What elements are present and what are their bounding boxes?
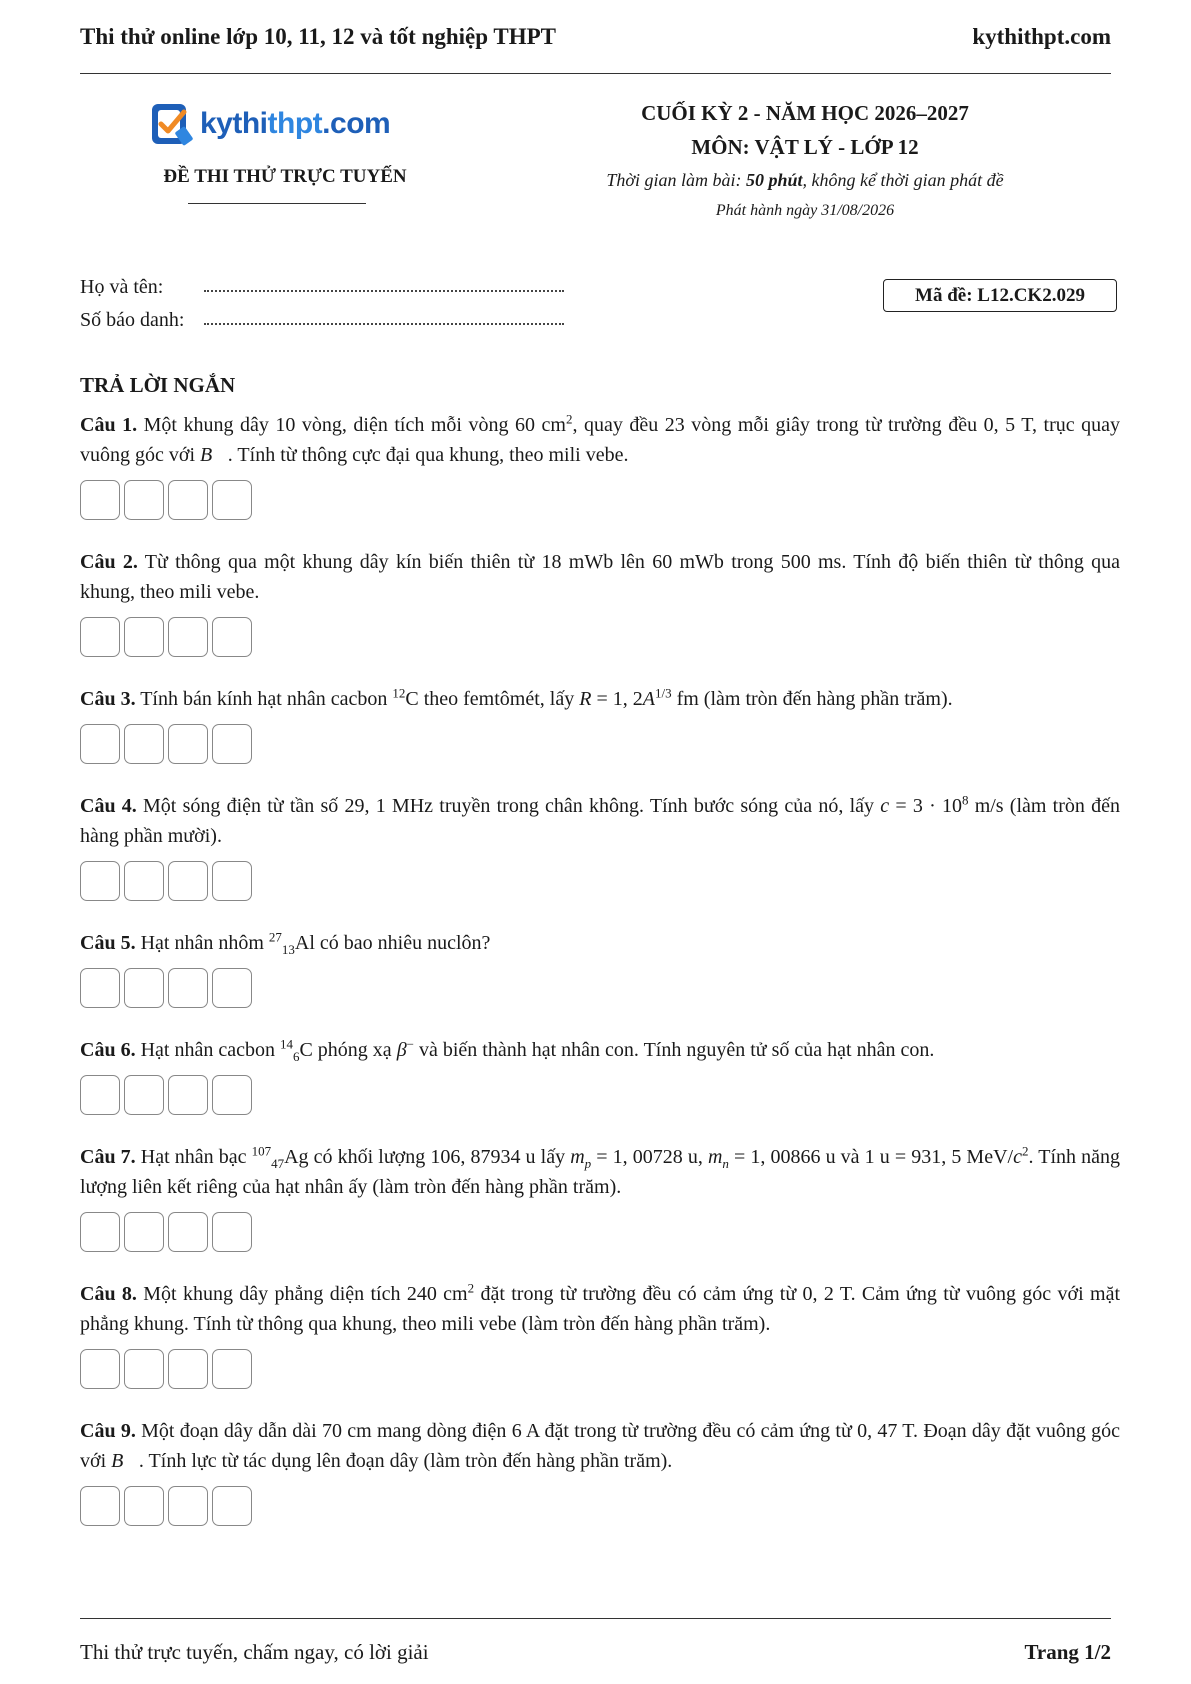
answer-digit-box[interactable]: [212, 861, 252, 901]
answer-digit-box[interactable]: [124, 968, 164, 1008]
answer-digit-box[interactable]: [168, 968, 208, 1008]
answer-digit-box[interactable]: [168, 1212, 208, 1252]
question-3: [80, 684, 1120, 764]
exam-code: Mã đề: L12.CK2.029: [883, 279, 1117, 312]
answer-digit-box[interactable]: [212, 1349, 252, 1389]
question-7: [80, 1142, 1120, 1252]
answer-digit-box[interactable]: [212, 968, 252, 1008]
answer-digit-box[interactable]: [124, 724, 164, 764]
question-2: [80, 547, 1120, 657]
answer-boxes: [80, 724, 1120, 764]
question-text: Câu 5. Hạt nhân nhôm $^{27}_{13}$Al có bao nhiêu nuclôn?: [80, 929, 491, 957]
question-text: Câu 3. Tính bán kính hạt nhân cacbon $^{12}$C theo femtômét, lấy R = 1, $2A^{1/3}$ fm (làm tròn đến hàng phần trăm).: [80, 685, 953, 710]
answer-digit-box[interactable]: [168, 1349, 208, 1389]
answer-boxes: [80, 861, 1120, 901]
footer-tagline: Thi thử trực tuyến, chấm ngay, có lời giải: [80, 1640, 429, 1664]
answer-boxes: [80, 968, 1120, 1008]
logo-wordmark: kythithpt.com: [200, 107, 391, 140]
answer-boxes: [80, 480, 1120, 520]
question-1: [80, 410, 1120, 520]
question-text: Câu 4. Một sóng điện từ tần số 29, 1 MHz truyền trong chân không. Tính bước sóng của nó, lấy $c = 3 \cdot 10^8$ m/s (làm tròn đến hàng phần mười).: [80, 792, 1120, 847]
answer-digit-box[interactable]: [168, 617, 208, 657]
answer-digit-box[interactable]: [168, 1075, 208, 1115]
question-5: [80, 928, 1120, 1008]
answer-digit-box[interactable]: [80, 480, 120, 520]
running-header: [80, 22, 1111, 52]
name-field[interactable]: [204, 276, 564, 292]
answer-digit-box[interactable]: [80, 861, 120, 901]
answer-digit-box[interactable]: [124, 1349, 164, 1389]
answer-boxes: [80, 1486, 1120, 1526]
site-logo: [150, 100, 390, 148]
answer-digit-box[interactable]: [124, 1075, 164, 1115]
page-footer: [80, 1640, 1111, 1665]
question-text: Câu 2. Từ thông qua một khung dây kín biến thiên từ 18 mWb lên 60 mWb trong 500 ms. Tính độ biến thiên từ thông qua khung, theo mili vebe.: [80, 551, 1120, 603]
answer-boxes: [80, 617, 1120, 657]
answer-digit-box[interactable]: [80, 1349, 120, 1389]
exam-header: [540, 96, 1070, 226]
answer-digit-box[interactable]: [124, 1212, 164, 1252]
question-text: Câu 1. Một khung dây 10 vòng, diện tích mỗi vòng 60 $cm^2$, quay đều 23 vòng mỗi giây trong từ trường đều 0, 5 T, trục quay vuông góc với B⃗. Tính từ thông cực đại qua khung, theo mili vebe.: [80, 411, 1121, 466]
answer-digit-box[interactable]: [124, 861, 164, 901]
answer-digit-box[interactable]: [80, 968, 120, 1008]
question-6: [80, 1035, 1120, 1115]
answer-digit-box[interactable]: [168, 1486, 208, 1526]
answer-digit-box[interactable]: [168, 861, 208, 901]
answer-digit-box[interactable]: [212, 724, 252, 764]
answer-boxes: [80, 1212, 1120, 1252]
answer-digit-box[interactable]: [80, 1212, 120, 1252]
candidate-id-label: Số báo danh:: [80, 309, 185, 331]
answer-digit-box[interactable]: [168, 724, 208, 764]
running-header-title: Thi thử online lớp 10, 11, 12 và tốt nghiệp THPT: [80, 24, 556, 49]
answer-boxes: [80, 1075, 1120, 1115]
header-rule: [80, 73, 1111, 74]
exam-term: CUỐI KỲ 2 - NĂM HỌC 2026–2027: [641, 101, 969, 125]
answer-digit-box[interactable]: [124, 617, 164, 657]
section-title: TRẢ LỜI NGẮN: [80, 373, 236, 397]
candidate-id-field[interactable]: [204, 309, 564, 325]
answer-digit-box[interactable]: [80, 1075, 120, 1115]
question-4: [80, 791, 1120, 901]
exam-duration: Thời gian làm bài: 50 phút, không kể thời gian phát đề: [606, 170, 1004, 190]
question-text: Câu 6. Hạt nhân cacbon $^{14}_6$C phóng xạ β− và biến thành hạt nhân con. Tính nguyên tử số của hạt nhân con.: [80, 1036, 935, 1064]
checklist-logo-icon: [150, 100, 194, 148]
answer-digit-box[interactable]: [212, 480, 252, 520]
answer-digit-box[interactable]: [80, 617, 120, 657]
exam-type: ĐỀ THI THỬ TRỰC TUYẾN: [163, 166, 407, 187]
question-9: [80, 1416, 1120, 1526]
answer-digit-box[interactable]: [80, 724, 120, 764]
question-8: [80, 1279, 1120, 1389]
question-text: Câu 7. Hạt nhân bạc $^{107}_{47}$Ag có khối lượng 106, 87934 u lấy $m_p = 1$, 00728 u, $m_n = 1$, 00866 u và 1 u = 931, 5 MeV/$c^2$. Tính năng lượng liên kết riêng của hạt nhân ấy (làm tròn đến hàng phần trăm).: [80, 1143, 1120, 1198]
answer-digit-box[interactable]: [212, 1075, 252, 1115]
footer-rule: [80, 1618, 1111, 1619]
answer-digit-box[interactable]: [80, 1486, 120, 1526]
answer-digit-box[interactable]: [124, 1486, 164, 1526]
release-date: Phát hành ngày 31/08/2026: [715, 202, 895, 219]
answer-digit-box[interactable]: [212, 1212, 252, 1252]
question-text: Câu 9. Một đoạn dây dẫn dài 70 cm mang dòng điện 6 A đặt trong từ trường đều có cảm ứng từ 0, 47 T. Đoạn dây đặt vuông góc với B⃗. Tính lực từ tác dụng lên đoạn dây (làm tròn đến hàng phần trăm).: [80, 1420, 1120, 1472]
page-number: Trang 1/2: [1024, 1640, 1111, 1664]
running-header-site: kythithpt.com: [972, 24, 1111, 49]
exam-subject: MÔN: VẬT LÝ - LỚP 12: [691, 135, 919, 159]
answer-digit-box[interactable]: [168, 480, 208, 520]
answer-digit-box[interactable]: [124, 480, 164, 520]
name-label: Họ và tên:: [80, 276, 164, 298]
answer-digit-box[interactable]: [212, 617, 252, 657]
question-text: Câu 8. Một khung dây phẳng diện tích 240 $cm^2$ đặt trong từ trường đều có cảm ứng từ 0, 2 T. Cảm ứng từ vuông góc với mặt phẳng khung. Tính từ thông qua khung, theo mili vebe (làm tròn đến hàng phần trăm).: [80, 1280, 1120, 1335]
answer-digit-box[interactable]: [212, 1486, 252, 1526]
answer-boxes: [80, 1349, 1120, 1389]
exam-type-underline: [188, 203, 366, 204]
student-info: [80, 266, 564, 332]
